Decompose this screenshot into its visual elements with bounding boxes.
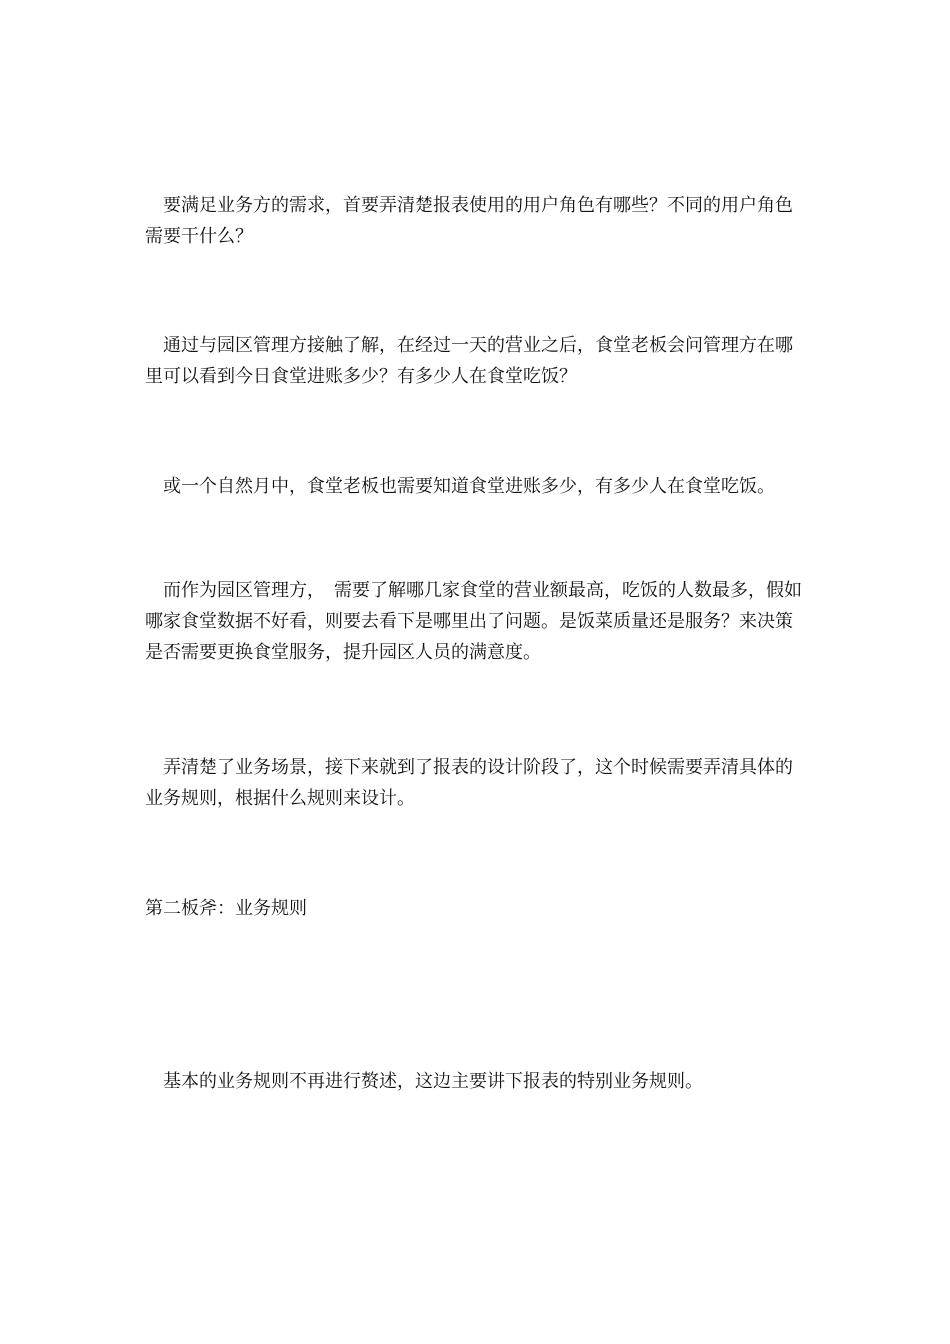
paragraph-management-contact: 通过与园区管理方接触了解，在经过一天的营业之后，食堂老板会问管理方在哪里可以看到今日食堂进账多少？有多少人在食堂吃饭？ (145, 335, 793, 387)
paragraph-special-rules: 基本的业务规则不再进行赘述，这边主要讲下报表的特别业务规则。 (163, 1071, 703, 1092)
section-heading: 第二板斧：业务规则 (145, 898, 307, 919)
paragraph-natural-month: 或一个自然月中，食堂老板也需要知道食堂进账多少，有多少人在食堂吃饭。 (163, 476, 775, 497)
paragraph-park-management: 而作为园区管理方， 需要了解哪几家食堂的营业额最高，吃饭的人数最多，假如哪家食堂数据不好看，则要去看下是哪里出了问题。是饭菜质量还是服务？来决策是否需要更换食堂服务，提升园区人员的满意度。 (145, 580, 802, 663)
paragraph-user-roles: 要满足业务方的需求，首要弄清楚报表使用的用户角色有哪些？不同的用户角色需要干什么？ (145, 195, 793, 247)
paragraph-design-stage: 弄清楚了业务场景，接下来就到了报表的设计阶段了，这个时候需要弄清具体的业务规则，根据什么规则来设计。 (145, 757, 793, 809)
